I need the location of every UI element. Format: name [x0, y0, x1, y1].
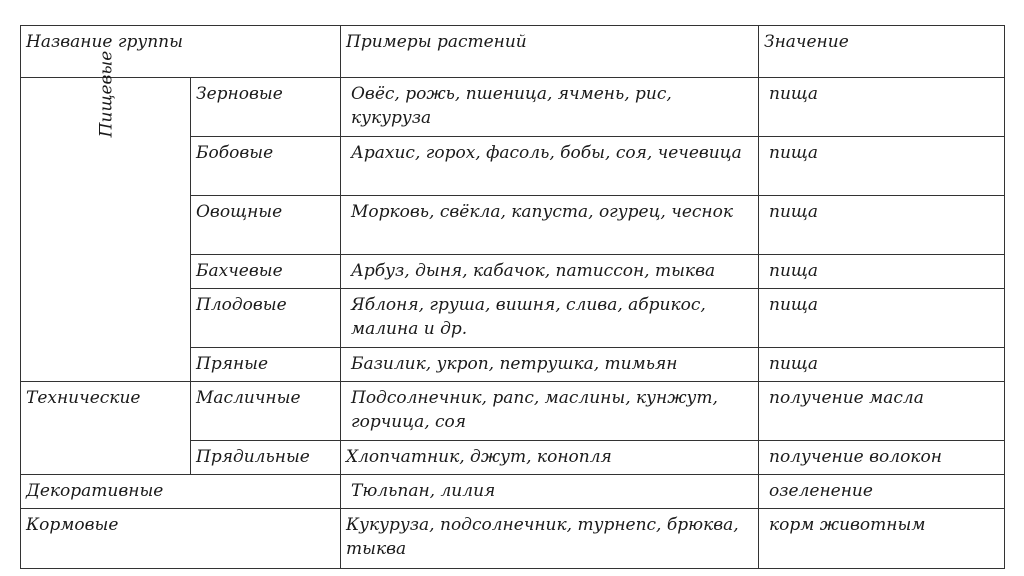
value-cell: корм животным: [759, 509, 1005, 569]
examples-cell: Кукуруза, подсолнечник, турнепс, брюква, тыква: [341, 509, 759, 569]
examples-cell: Арбуз, дыня, кабачок, патиссон, тыква: [341, 255, 759, 289]
examples-cell: Арахис, горох, фасоль, бобы, соя, чечевица: [341, 137, 759, 196]
examples-cell: Морковь, свёкла, капуста, огурец, чеснок: [341, 196, 759, 255]
value-cell: пища: [759, 137, 1005, 196]
examples-cell: Овёс, рожь, пшеница, ячмень, рис, кукуруза: [341, 78, 759, 137]
header-value: Значение: [759, 26, 1005, 78]
subgroup-cell: Бахчевые: [191, 255, 341, 289]
examples-cell: Хлопчатник, джут, конопля: [341, 441, 759, 475]
plant-groups-table-container: [20, 25, 1005, 569]
table-header-row: [21, 26, 1005, 78]
plant-groups-table: [20, 25, 1005, 569]
examples-cell: Яблоня, груша, вишня, слива, абрикос, малина и др.: [341, 289, 759, 348]
value-cell: получение волокон: [759, 441, 1005, 475]
value-cell: пища: [759, 196, 1005, 255]
table-row: [21, 78, 1005, 137]
examples-cell: Подсолнечник, рапс, маслины, кунжут, горчица, соя: [341, 382, 759, 441]
examples-cell: Базилик, укроп, петрушка, тимьян: [341, 348, 759, 382]
value-cell: пища: [759, 289, 1005, 348]
header-examples: Примеры растений: [341, 26, 759, 78]
value-cell: получение масла: [759, 382, 1005, 441]
subgroup-cell: Овощные: [191, 196, 341, 255]
subgroup-cell: Бобовые: [191, 137, 341, 196]
subgroup-cell: Зерновые: [191, 78, 341, 137]
group-cell-decorative: Декоративные: [21, 475, 341, 509]
group-label-food: Пищевые: [96, 50, 116, 138]
subgroup-cell: Масличные: [191, 382, 341, 441]
subgroup-cell: Пряные: [191, 348, 341, 382]
value-cell: пища: [759, 78, 1005, 137]
header-group: Название группы: [21, 26, 341, 78]
value-cell: пища: [759, 255, 1005, 289]
table-row: [21, 382, 1005, 441]
group-cell-technical: Технические: [21, 382, 191, 475]
group-cell-fodder: Кормовые: [21, 509, 341, 569]
group-cell-food: [21, 50, 191, 382]
examples-cell: Тюльпан, лилия: [341, 475, 759, 509]
subgroup-cell: Прядильные: [191, 441, 341, 475]
table-row: [21, 509, 1005, 569]
subgroup-cell: Плодовые: [191, 289, 341, 348]
value-cell: пища: [759, 348, 1005, 382]
value-cell: озеленение: [759, 475, 1005, 509]
table-row: [21, 475, 1005, 509]
